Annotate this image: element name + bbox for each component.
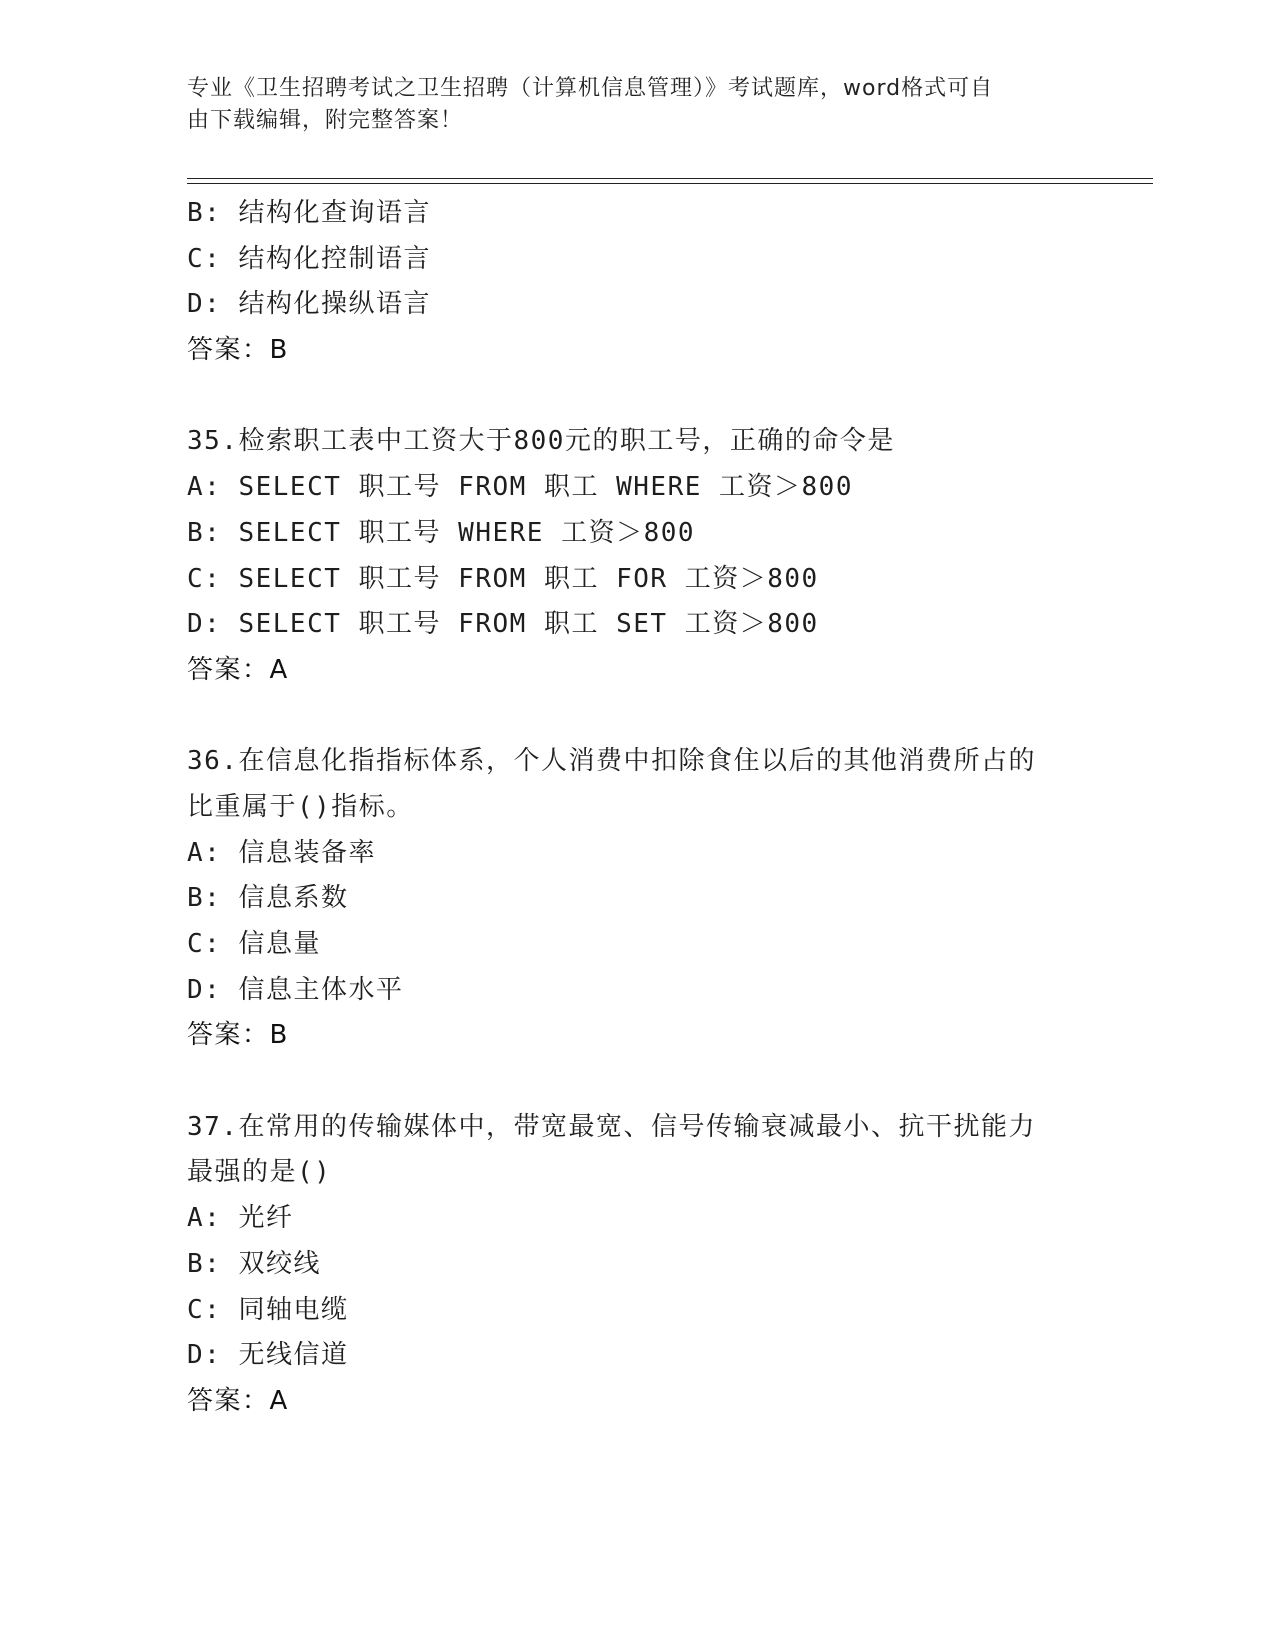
option-d: D: 信息主体水平 [187,974,404,1005]
question-35 [187,419,1087,693]
header-line-2: 由下载编辑，附完整答案！ [187,108,464,133]
header-line-1: 专业《卫生招聘考试之卫生招聘（计算机信息管理）》考试题库，word格式可自 [187,76,994,101]
question-37 [187,1105,1087,1425]
question-stem-line-1: 36.在信息化指指标体系，个人消费中扣除食住以后的其他消费所占的 [187,746,1036,777]
spacer [187,694,1087,740]
option-b: B: SELECT 职工号 WHERE 工资＞800 [187,517,696,548]
option-b: B: 信息系数 [187,883,349,914]
option-c: C: 结构化控制语言 [187,243,431,274]
answer-label: 答案：B [187,335,289,366]
option-d: D: 无线信道 [187,1340,349,1371]
header-divider-bottom [187,183,1153,184]
document-header [187,73,1067,137]
spacer [187,374,1087,420]
option-a: A: 光纤 [187,1203,294,1234]
answer-label: 答案：A [187,654,289,685]
question-36 [187,739,1087,1059]
option-a: A: SELECT 职工号 FROM 职工 WHERE 工资＞800 [187,472,853,503]
option-b: B: 双绞线 [187,1248,321,1279]
question-stem-line-2: 最强的是() [187,1157,332,1188]
option-b: B: 结构化查询语言 [187,198,431,228]
question-list [187,191,1087,1425]
spacer [187,1059,1087,1105]
question-stem-line-2: 比重属于()指标。 [187,791,414,822]
option-c: C: 同轴电缆 [187,1294,349,1325]
option-d: D: SELECT 职工号 FROM 职工 SET 工资＞800 [187,609,819,640]
header-divider-top [187,178,1153,179]
question-34 [187,191,1087,374]
option-c: C: SELECT 职工号 FROM 职工 FOR 工资＞800 [187,563,819,594]
answer-label: 答案：B [187,1020,289,1051]
option-a: A: 信息装备率 [187,837,376,868]
answer-label: 答案：A [187,1385,289,1416]
question-stem: 35.检索职工表中工资大于800元的职工号，正确的命令是 [187,426,895,457]
option-d: D: 结构化操纵语言 [187,289,431,320]
question-stem-line-1: 37.在常用的传输媒体中，带宽最宽、信号传输衰减最小、抗干扰能力 [187,1111,1036,1142]
option-c: C: 信息量 [187,929,321,959]
